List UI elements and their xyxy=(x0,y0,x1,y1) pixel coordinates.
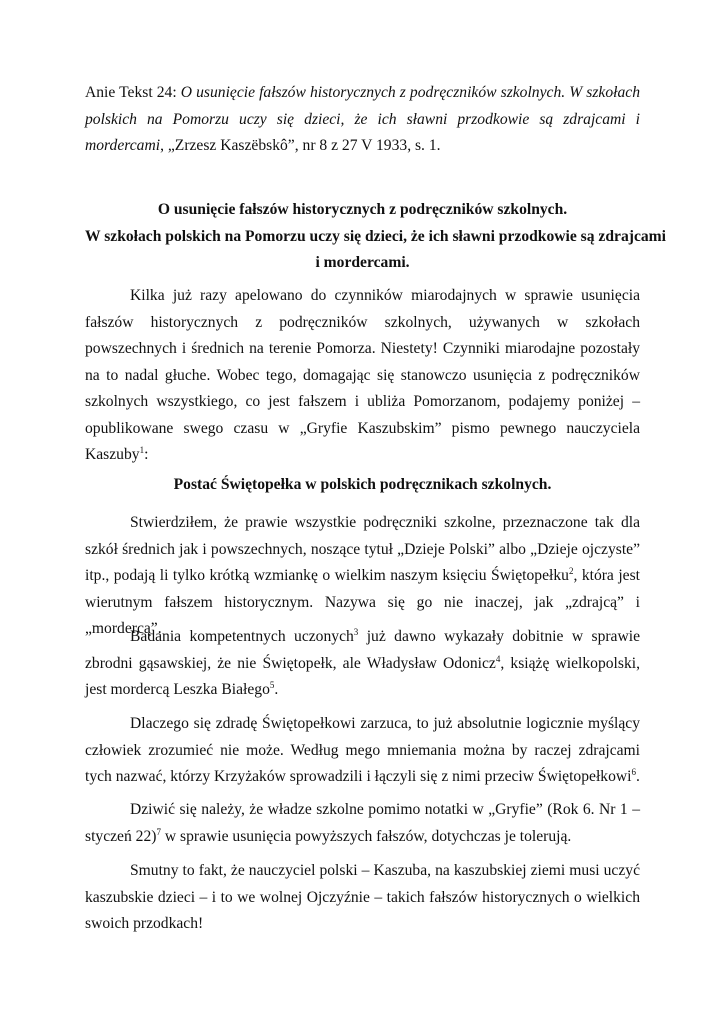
footnote-ref-4: 4 xyxy=(495,653,501,664)
citation-prefix: Anie Tekst 24: xyxy=(85,84,181,101)
paragraph-2-text-a: Stwierdziłem, że prawie wszystkie podręczniki szkolne, przeznaczone tak dla szkół średnich jak i powszechnych, noszące tytuł „Dzieje Polski” albo „Dzieje ojczyste” itp., podają li tylko krótką wzmiankę o wielkim naszym księciu Świętopełku xyxy=(85,514,640,584)
footnote-ref-5: 5 xyxy=(269,679,275,690)
citation-header xyxy=(85,80,640,160)
paragraph-5-text-a: Dziwić się należy, że władze szkolne pomimo notatki w „Gryfie” (Rok 6. Nr 1 – styczeń 22) xyxy=(85,801,640,845)
article-title-line3: i mordercami. xyxy=(315,254,410,271)
footnote-ref-1: 1 xyxy=(139,444,145,455)
paragraph-4 xyxy=(85,711,640,791)
paragraph-intro-end: : xyxy=(144,446,149,463)
section-subtitle: Postać Świętopełka w polskich podręcznikach szkolnych. xyxy=(173,476,552,493)
footnote-ref-6: 6 xyxy=(631,766,636,777)
footnote-ref-3: 3 xyxy=(353,626,359,637)
article-title-line1: O usunięcie fałszów historycznych z podręczników szkolnych. xyxy=(157,201,568,218)
paragraph-4-text-b: . xyxy=(635,768,640,785)
paragraph-3-text-c: , książę wielkopolski, jest mordercą Leszka Białego xyxy=(85,654,640,698)
paragraph-3-text-d: . xyxy=(274,681,279,698)
citation-title: O usunięcie fałszów historycznych z podręczników szkolnych. W szkołach polskich na Pomorzu uczy się dzieci, że ich sławni przodkowie są zdrajcami i mordercami xyxy=(85,84,640,154)
paragraph-2-text-b: , która jest wierutnym fałszem historycznym. Nazywa się go nie inaczej, jak „zdrajcą” i „mordercą”. xyxy=(85,567,640,637)
paragraph-4-text-a: Dlaczego się zdradę Świętopełkowi zarzuca, to już absolutnie logicznie myślący człowiek zrozumieć nie może. Według mego mniemania można by raczej zdrajcami tych nazwać, którzy Krzyżaków sprowadzili i łączyli się z nimi przeciw Świętopełkowi xyxy=(85,715,640,785)
paragraph-3-text-b: już dawno wykazały dobitnie w sprawie zbrodni gąsawskiej, że nie Świętopełk, ale Władysław Odonicz xyxy=(85,628,640,672)
article-title xyxy=(85,197,666,277)
paragraph-3 xyxy=(85,624,640,704)
citation-source: , „Zrzesz Kaszëbskô”, nr 8 z 27 V 1933, s. 1. xyxy=(160,137,441,154)
footnote-ref-7: 7 xyxy=(156,826,161,837)
paragraph-5 xyxy=(85,797,640,850)
paragraph-5-text-b: w sprawie usunięcia powyższych fałszów, dotychczas je tolerują. xyxy=(160,827,572,845)
paragraph-3-text-a: Badania kompetentnych uczonych xyxy=(130,628,354,645)
paragraph-intro-text: Kilka już razy apelowano do czynników miarodajnych w sprawie usunięcia fałszów historycznych z podręczników szkolnych, używanych w szkołach powszechnych i średnich na terenie Pomorza. Niestety! Czynniki miarodajne pozostały na to nadal głuche. Wobec tego, domagając się stanowczo usunięcia z podręczników szkolnych wszystkiego, co jest fałszem i ubliża Pomorzanom, podajemy poniżej – opublikowane swego czasu w „Gryfie Kaszubskim” pismo pewnego nauczyciela Kaszuby xyxy=(85,287,640,463)
footnote-ref-2: 2 xyxy=(568,565,574,576)
paragraph-6: Smutny to fakt, że nauczyciel polski – Kaszuba, na kaszubskiej ziemi musi uczyć kaszubskie dzieci – i to we wolnej Ojczyźnie – takich fałszów historycznych o wielkich swoich przodkach! xyxy=(85,862,640,932)
paragraph-2 xyxy=(85,510,640,643)
paragraph-intro xyxy=(85,283,640,469)
article-title-line2: W szkołach polskich na Pomorzu uczy się dzieci, że ich sławni przodkowie są zdrajcami xyxy=(85,227,666,245)
